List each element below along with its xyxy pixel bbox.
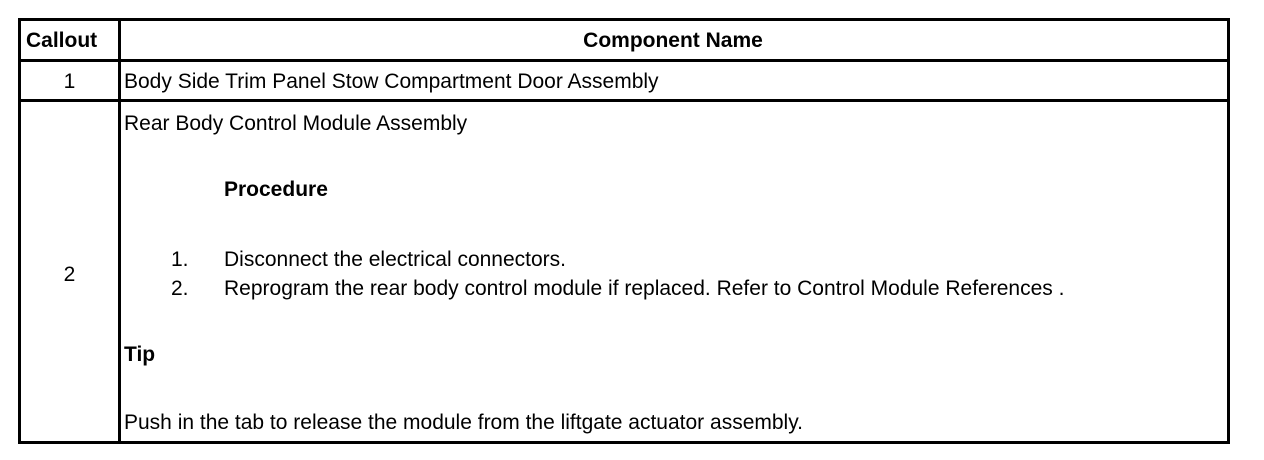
tip-text: Push in the tab to release the module from the liftgate actuator assembly. bbox=[124, 411, 803, 434]
component-name-column-header: Component Name bbox=[583, 29, 763, 52]
row-1-component-name: Body Side Trim Panel Stow Compartment Door Assembly bbox=[124, 70, 659, 93]
callout-column-header: Callout bbox=[26, 29, 98, 52]
step-2-number: 2. bbox=[171, 277, 189, 300]
step-1-text: Disconnect the electrical connectors. bbox=[224, 248, 566, 271]
row-1-callout: 1 bbox=[63, 70, 76, 93]
component-table bbox=[18, 18, 1230, 444]
row-divider bbox=[21, 99, 1227, 102]
column-divider bbox=[118, 21, 121, 441]
procedure-step-1 bbox=[171, 246, 566, 274]
procedure-step-2 bbox=[171, 275, 1064, 303]
header-row-divider bbox=[21, 59, 1227, 62]
row-2-callout: 2 bbox=[63, 263, 76, 286]
step-1-number: 1. bbox=[171, 248, 189, 271]
row-2-component-name: Rear Body Control Module Assembly bbox=[124, 112, 468, 135]
procedure-title: Procedure bbox=[224, 178, 328, 201]
tip-title: Tip bbox=[124, 343, 156, 366]
step-2-text: Reprogram the rear body control module if replaced. Refer to Control Module References . bbox=[224, 277, 1065, 300]
